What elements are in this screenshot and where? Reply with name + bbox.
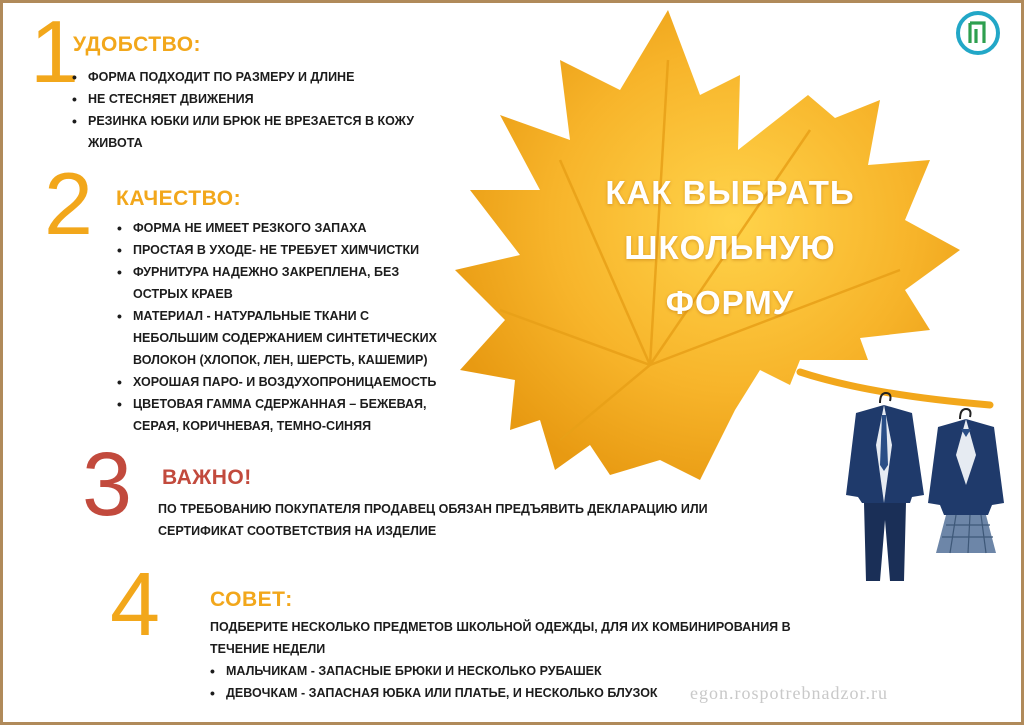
section-3-number: 3 [82, 435, 133, 535]
section-2-heading: КАЧЕСТВО: [116, 187, 242, 210]
section-4-line: ТЕЧЕНИЕ НЕДЕЛИ [210, 642, 326, 656]
title-line-3: ФОРМУ [665, 284, 795, 321]
section-4-number: 4 [110, 555, 161, 655]
list-item: • ЦВЕТОВАЯ ГАММА СДЕРЖАННАЯ – БЕЖЕВАЯ, [115, 393, 436, 415]
list-item: • МАЛЬЧИКАМ - ЗАПАСНЫЕ БРЮКИ И НЕСКОЛЬКО РУБАШЕК [208, 660, 658, 682]
section-4-heading: СОВЕТ: [210, 588, 293, 611]
section-1-number: 1 [30, 2, 79, 101]
list-item: • ФОРМА ПОДХОДИТ ПО РАЗМЕРУ И ДЛИНЕ [70, 66, 414, 88]
list-item: • ДЕВОЧКАМ - ЗАПАСНАЯ ЮБКА ИЛИ ПЛАТЬЕ, И НЕСКОЛЬКО БЛУЗОК [208, 682, 658, 704]
list-item: • ПРОСТАЯ В УХОДЕ- НЕ ТРЕБУЕТ ХИМЧИСТКИ [115, 239, 419, 261]
section-2-list-b [115, 305, 369, 327]
section-4-list [208, 660, 658, 704]
section-1-heading: УДОБСТВО: [73, 33, 202, 56]
school-uniform-illustration [828, 385, 1013, 585]
section-3-line: СЕРТИФИКАТ СООТВЕТСТВИЯ НА ИЗДЕЛИЕ [158, 524, 437, 538]
section-1-continuation: ЖИВОТА [88, 136, 143, 150]
section-4-line: ПОДБЕРИТЕ НЕСКОЛЬКО ПРЕДМЕТОВ ШКОЛЬНОЙ ОДЕЖДЫ, ДЛЯ ИХ КОМБИНИРОВАНИЯ В [210, 620, 791, 634]
section-2-continuation: НЕБОЛЬШИМ СОДЕРЖАНИЕМ СИНТЕТИЧЕСКИХ [133, 331, 437, 345]
section-1-list [70, 66, 414, 132]
list-item: • МАТЕРИАЛ - НАТУРАЛЬНЫЕ ТКАНИ С [115, 305, 369, 327]
section-3-line: ПО ТРЕБОВАНИЮ ПОКУПАТЕЛЯ ПРОДАВЕЦ ОБЯЗАН ПРЕДЪЯВИТЬ ДЕКЛАРАЦИЮ ИЛИ [158, 502, 708, 516]
section-3-heading: ВАЖНО! [162, 466, 252, 489]
list-item: • НЕ СТЕСНЯЕТ ДВИЖЕНИЯ [70, 88, 414, 110]
section-2-list [115, 217, 419, 283]
section-2-list-c [115, 371, 436, 415]
list-item: • РЕЗИНКА ЮБКИ ИЛИ БРЮК НЕ ВРЕЗАЕТСЯ В КОЖУ [70, 110, 414, 132]
list-item: • ХОРОШАЯ ПАРО- И ВОЗДУХОПРОНИЦАЕМОСТЬ [115, 371, 436, 393]
rospotrebnadzor-logo-icon [955, 10, 1001, 56]
title-line-2: ШКОЛЬНУЮ [624, 229, 836, 266]
section-2-continuation: СЕРАЯ, КОРИЧНЕВАЯ, ТЕМНО-СИНЯЯ [133, 419, 372, 433]
section-2-number: 2 [44, 154, 93, 253]
section-2-continuation: ОСТРЫХ КРАЕВ [133, 287, 233, 301]
title-line-1: КАК ВЫБРАТЬ [605, 174, 855, 211]
list-item: • ФОРМА НЕ ИМЕЕТ РЕЗКОГО ЗАПАХА [115, 217, 419, 239]
poster-title [560, 165, 900, 330]
list-item: • ФУРНИТУРА НАДЕЖНО ЗАКРЕПЛЕНА, БЕЗ [115, 261, 419, 283]
section-2-continuation: ВОЛОКОН (ХЛОПОК, ЛЕН, ШЕРСТЬ, КАШЕМИР) [133, 353, 428, 367]
watermark-text: egon.rospotrebnadzor.ru [690, 683, 888, 703]
